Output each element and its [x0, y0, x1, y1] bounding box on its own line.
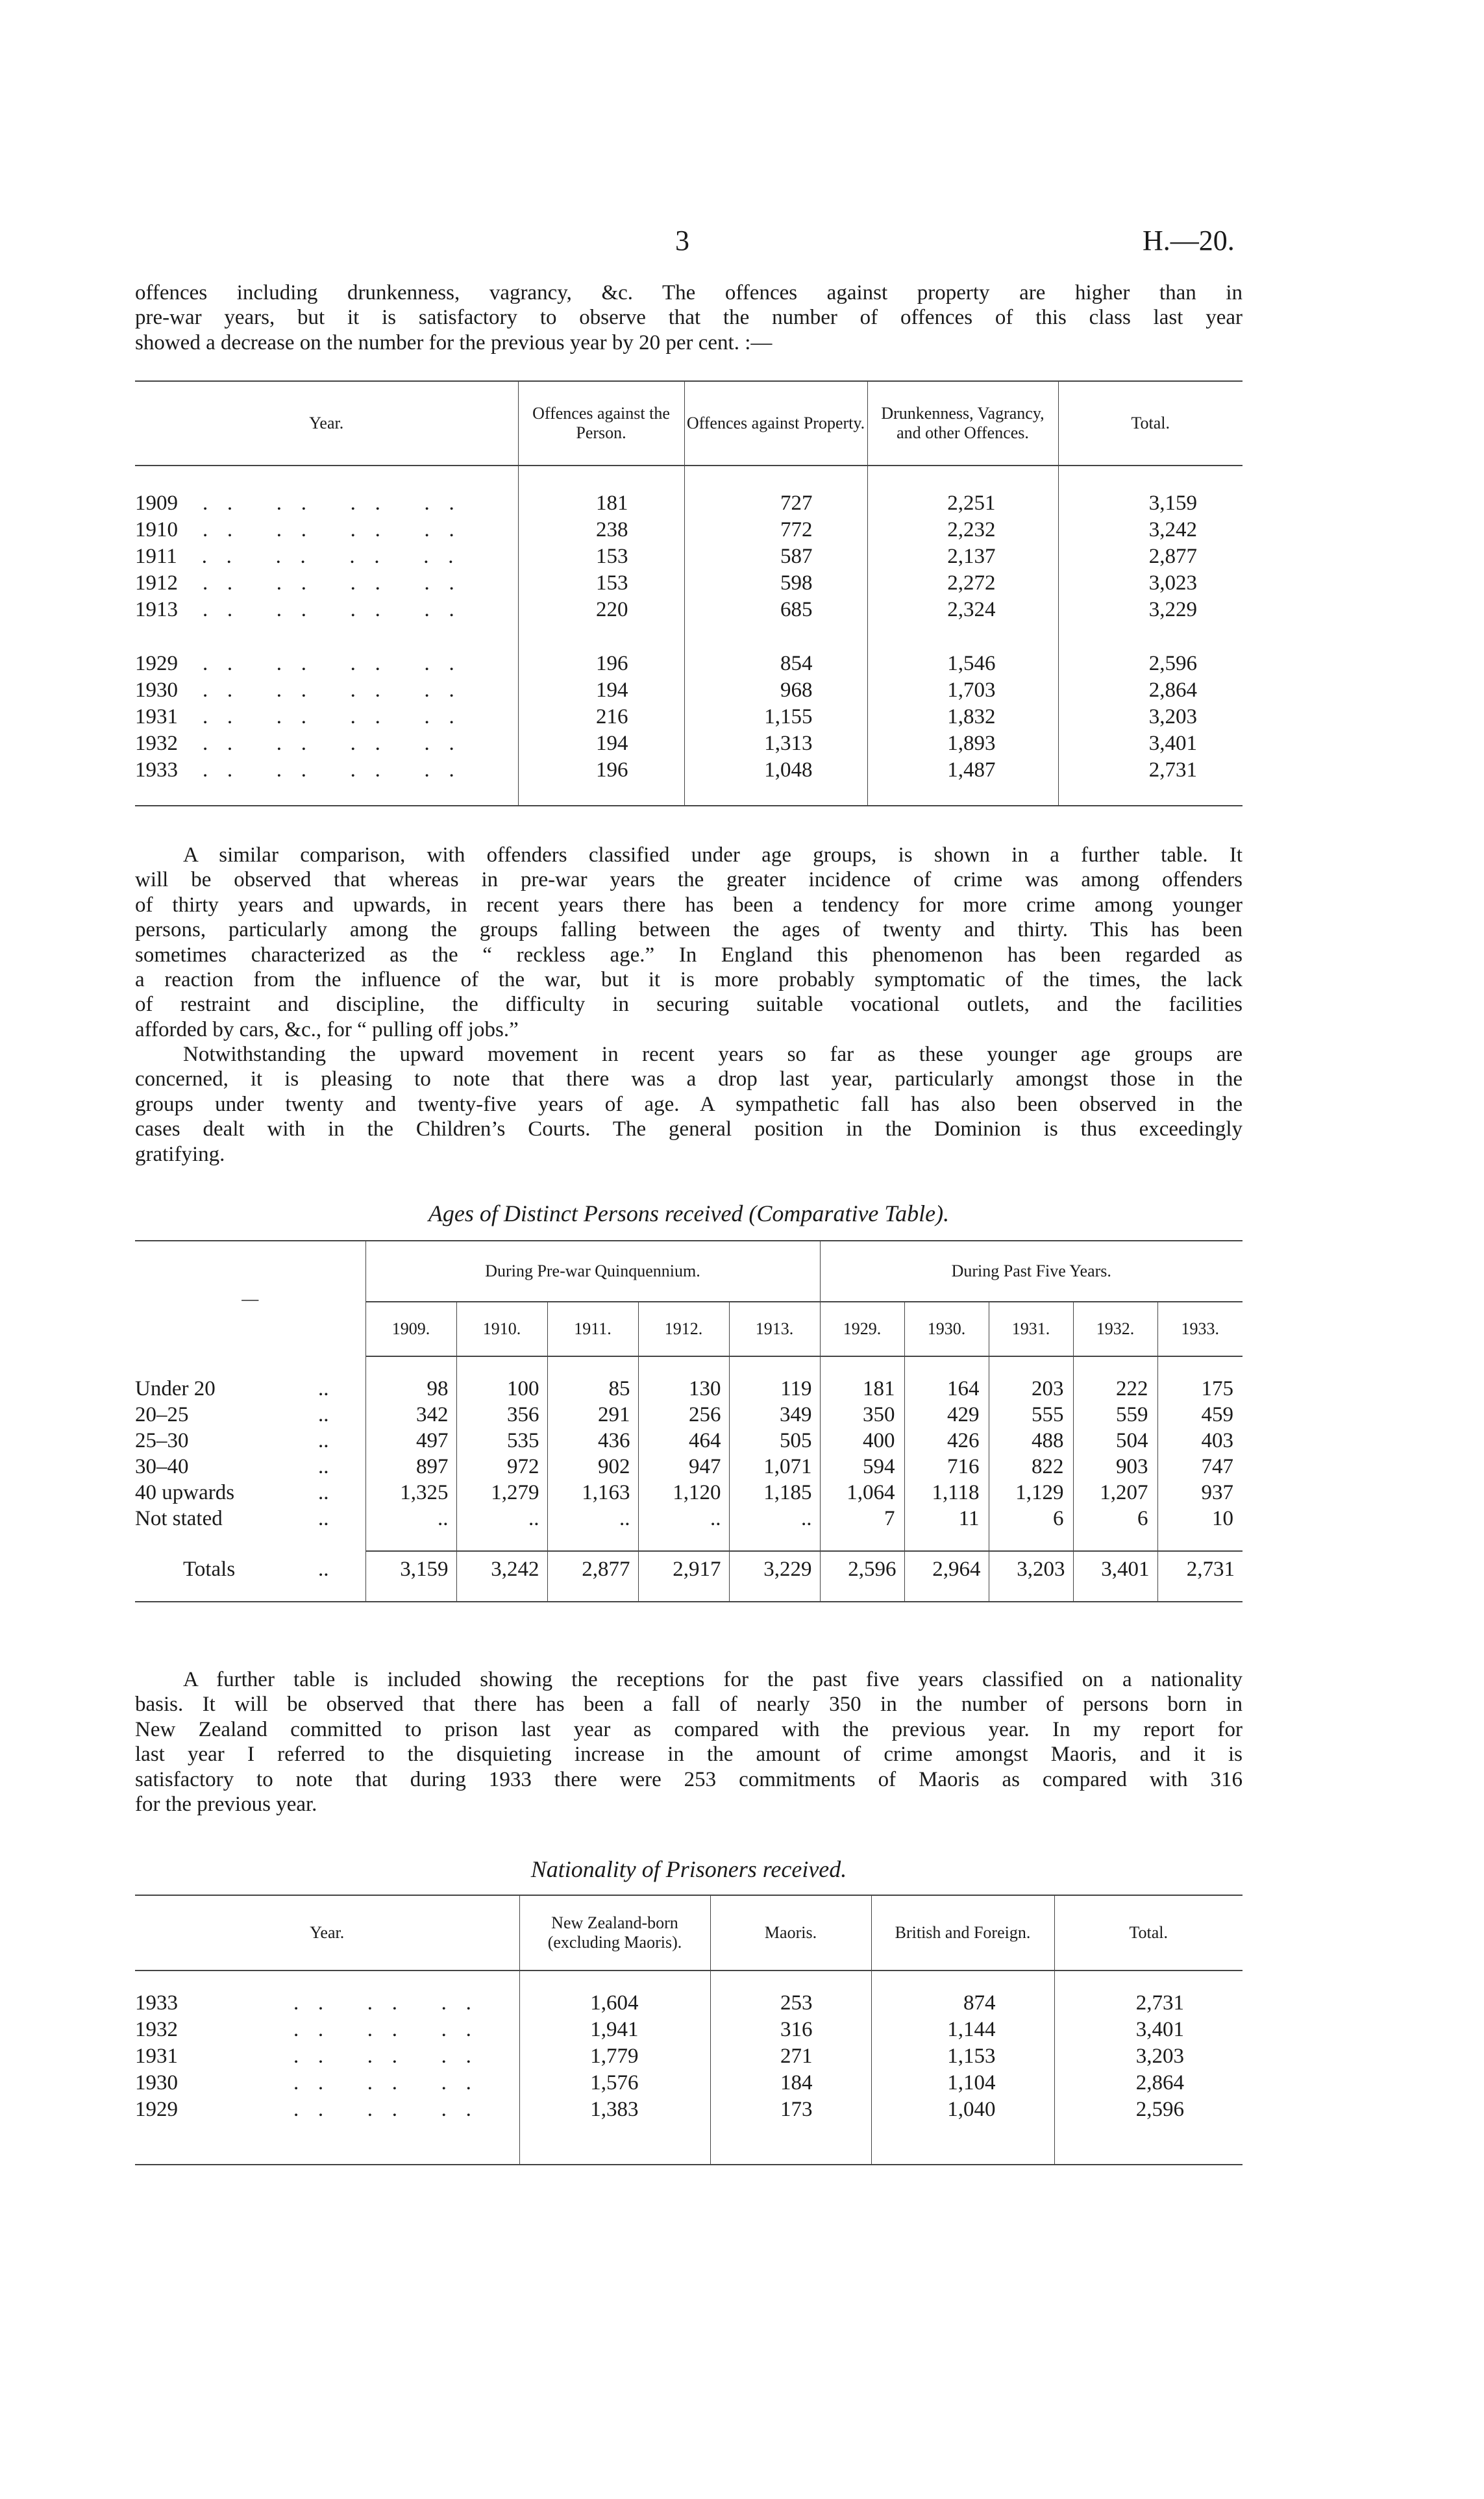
row-year: 1929: [135, 2098, 178, 2121]
year-header: 1929.: [820, 1302, 904, 1356]
age-value: 426: [904, 1428, 989, 1454]
offences-table: [135, 380, 1243, 806]
age-value: 6: [989, 1506, 1073, 1532]
age-value: 897: [365, 1454, 456, 1480]
text-line: gratifying.: [135, 1142, 225, 1166]
text-line: groups under twenty and twenty-five years of age. A sympathetic fall has also been observed in the: [135, 1092, 1243, 1116]
year-header: 1912.: [638, 1302, 729, 1356]
age-value: 130: [638, 1376, 729, 1402]
text-line: a reaction from the influence of the war, but it is more probably symptomatic of the times, the lack: [135, 968, 1243, 992]
text-line: will be observed that whereas in pre-war years the greater incidence of crime was among offenders: [135, 868, 1243, 892]
row-year-cell: [135, 2096, 519, 2123]
year-header: 1931.: [989, 1302, 1073, 1356]
table-row: [135, 1454, 1243, 1480]
age-value: 400: [820, 1428, 904, 1454]
cell-total: 2,877: [1058, 543, 1243, 570]
document-code: H.—20.: [1143, 225, 1235, 256]
cell-british: 1,104: [871, 2070, 1054, 2096]
total-value: 2,731: [1157, 1551, 1243, 1587]
cell-maori: 316: [710, 2017, 871, 2043]
leader-dots: .. .. .. ..: [178, 598, 474, 621]
text-line: concerned, it is pleasing to note that there was a drop last year, particularly amongst those in the: [135, 1067, 1243, 1091]
cell-total: 2,596: [1058, 651, 1243, 677]
row-year: 1913: [135, 598, 178, 621]
age-value: 1,120: [638, 1480, 729, 1506]
row-year-cell: [135, 2017, 519, 2043]
notwithstanding-paragraph: [135, 1042, 1243, 1167]
row-year: 1909: [135, 491, 178, 515]
age-value: 11: [904, 1506, 989, 1532]
age-value: ..: [456, 1506, 547, 1532]
total-value: 2,917: [638, 1551, 729, 1587]
age-group-label: 40 upwards: [135, 1480, 235, 1504]
year-header: 1911.: [547, 1302, 638, 1356]
age-group-label: Not stated: [135, 1506, 223, 1530]
cell-british: 1,144: [871, 2017, 1054, 2043]
text-line: sometimes characterized as the “ reckless age.” In England this phenomenon has been regarded as: [135, 943, 1243, 967]
text-line: cases dealt with in the Children’s Courts. The general position in the Dominion is thus exceedingly: [135, 1117, 1243, 1141]
cell-british: 1,153: [871, 2043, 1054, 2070]
row-year: 1910: [135, 518, 178, 541]
age-value: 203: [989, 1376, 1073, 1402]
total-value: 3,159: [365, 1551, 456, 1587]
leader-dots: .. .. .. ..: [178, 678, 474, 702]
cell-total: 2,731: [1058, 757, 1243, 784]
age-value: 822: [989, 1454, 1073, 1480]
cell-total: 3,401: [1054, 2017, 1243, 2043]
age-value: 1,207: [1073, 1480, 1157, 1506]
row-year: 1932: [135, 732, 178, 755]
table-row: [135, 570, 1243, 597]
nationality-table: [135, 1895, 1243, 2165]
row-year-cell: [135, 2070, 519, 2096]
cell-property: 1,313: [684, 730, 867, 757]
cell-drunk: 1,832: [867, 704, 1058, 730]
totals-label: Totals: [183, 1557, 236, 1581]
total-value: 3,229: [729, 1551, 820, 1587]
age-value: 1,279: [456, 1480, 547, 1506]
age-value: 342: [365, 1402, 456, 1428]
row-year: 1933: [135, 1991, 178, 2015]
cell-drunk: 2,272: [867, 570, 1058, 597]
age-value: 164: [904, 1376, 989, 1402]
cell-person: 194: [518, 730, 684, 757]
age-value: 972: [456, 1454, 547, 1480]
age-value: 429: [904, 1402, 989, 1428]
age-value: 256: [638, 1402, 729, 1428]
age-value: 7: [820, 1506, 904, 1532]
age-value: 937: [1157, 1480, 1243, 1506]
age-group-label: 25–30: [135, 1428, 189, 1452]
cell-drunk: 1,546: [867, 651, 1058, 677]
row-year-cell: [135, 730, 518, 757]
age-value: 85: [547, 1376, 638, 1402]
leader-dots: ..: [318, 1557, 329, 1581]
leader-dots: .. .. ..: [269, 2018, 491, 2041]
leader-dots: ..: [318, 1506, 329, 1530]
cell-property: 727: [684, 490, 867, 517]
text-line: pre-war years, but it is satisfactory to observe that the number of offences of this class last year: [135, 306, 1243, 330]
age-value: 747: [1157, 1454, 1243, 1480]
ages-table-caption: Ages of Distinct Persons received (Comparative Table).: [428, 1200, 950, 1226]
age-group-label: 30–40: [135, 1454, 189, 1478]
row-year: 1930: [135, 678, 178, 702]
cell-drunk: 2,232: [867, 517, 1058, 543]
row-year-cell: [135, 677, 518, 704]
table-row: [135, 757, 1243, 784]
nationality-table-caption: Nationality of Prisoners received.: [530, 1856, 847, 1882]
row-year-cell: [135, 597, 518, 623]
age-value: 350: [820, 1402, 904, 1428]
cell-total: 3,023: [1058, 570, 1243, 597]
table-row: [135, 597, 1243, 623]
cell-person: 216: [518, 704, 684, 730]
year-header: 1910.: [456, 1302, 547, 1356]
header-british-foreign: British and Foreign.: [871, 1895, 1054, 1971]
leader-dots: .. .. .. ..: [178, 571, 474, 595]
leader-dots: .. .. .. ..: [178, 732, 474, 755]
cell-total: 3,229: [1058, 597, 1243, 623]
table-row: [135, 1506, 1243, 1532]
row-year-cell: [135, 2043, 519, 2070]
row-year-cell: [135, 1990, 519, 2017]
age-value: 505: [729, 1428, 820, 1454]
cell-nz: 1,941: [519, 2017, 710, 2043]
header-total: Total.: [1054, 1895, 1243, 1971]
header-recent: During Past Five Years.: [820, 1241, 1243, 1302]
cell-nz: 1,576: [519, 2070, 710, 2096]
age-value: 488: [989, 1428, 1073, 1454]
nationality-paragraph: [135, 1667, 1243, 1817]
cell-drunk: 2,251: [867, 490, 1058, 517]
row-year: 1932: [135, 2018, 178, 2041]
cell-drunk: 2,324: [867, 597, 1058, 623]
leader-dots: .. .. .. ..: [178, 518, 474, 541]
age-group-cell: [135, 1402, 365, 1428]
header-offences-property: Offences against Property.: [684, 381, 867, 466]
age-value: 555: [989, 1402, 1073, 1428]
table-row: [135, 1428, 1243, 1454]
age-value: 1,325: [365, 1480, 456, 1506]
age-value: 222: [1073, 1376, 1157, 1402]
cell-total: 3,401: [1058, 730, 1243, 757]
cell-person: 153: [518, 543, 684, 570]
table-row: [135, 2043, 1243, 2070]
cell-british: 1,040: [871, 2096, 1054, 2123]
row-year-cell: [135, 517, 518, 543]
row-year: 1912: [135, 571, 178, 595]
table-row: [135, 2070, 1243, 2096]
leader-dots: ..: [318, 1428, 329, 1452]
text-line: for the previous year.: [135, 1793, 317, 1817]
text-line: A similar comparison, with offenders classified under age groups, is shown in a further table. It: [183, 843, 1243, 867]
row-year: 1931: [135, 705, 178, 728]
table-row: [135, 704, 1243, 730]
table-row: [135, 730, 1243, 757]
cell-drunk: 2,137: [867, 543, 1058, 570]
text-line: afforded by cars, &c., for “ pulling off jobs.”: [135, 1017, 519, 1041]
age-value: 1,163: [547, 1480, 638, 1506]
cell-maori: 271: [710, 2043, 871, 2070]
age-value: ..: [365, 1506, 456, 1532]
age-group-cell: [135, 1376, 365, 1402]
page-number: 3: [675, 225, 689, 256]
cell-property: 772: [684, 517, 867, 543]
header-prewar: During Pre-war Quinquennium.: [365, 1241, 820, 1302]
age-value: 1,064: [820, 1480, 904, 1506]
header-drunkenness: Drunkenness, Vagrancy, and other Offences.: [867, 381, 1058, 466]
leader-dots: .. .. ..: [269, 2071, 491, 2095]
leader-dots: .. .. .. ..: [178, 758, 474, 782]
cell-drunk: 1,487: [867, 757, 1058, 784]
text-line: basis. It will be observed that there has been a fall of nearly 350 in the number of persons born in: [135, 1693, 1243, 1717]
cell-total: 3,242: [1058, 517, 1243, 543]
age-value: 291: [547, 1402, 638, 1428]
header-age-blank: —: [135, 1241, 365, 1356]
age-value: 902: [547, 1454, 638, 1480]
row-year: 1933: [135, 758, 178, 782]
year-header: 1909.: [365, 1302, 456, 1356]
cell-nz: 1,604: [519, 1990, 710, 2017]
total-value: 2,596: [820, 1551, 904, 1587]
table-row: [135, 2017, 1243, 2043]
age-value: 947: [638, 1454, 729, 1480]
cell-property: 968: [684, 677, 867, 704]
cell-person: 238: [518, 517, 684, 543]
leader-dots: .. .. ..: [269, 1991, 491, 2015]
age-value: 1,118: [904, 1480, 989, 1506]
row-year-cell: [135, 651, 518, 677]
cell-property: 685: [684, 597, 867, 623]
cell-drunk: 1,893: [867, 730, 1058, 757]
cell-person: 194: [518, 677, 684, 704]
age-value: 504: [1073, 1428, 1157, 1454]
age-value: 6: [1073, 1506, 1157, 1532]
cell-property: 1,155: [684, 704, 867, 730]
cell-nz: 1,779: [519, 2043, 710, 2070]
header-maoris: Maoris.: [710, 1895, 871, 1971]
cell-total: 3,159: [1058, 490, 1243, 517]
row-year: 1931: [135, 2045, 178, 2068]
age-value: 356: [456, 1402, 547, 1428]
table-row: [135, 517, 1243, 543]
text-line: New Zealand committed to prison last year as compared with the previous year. In my report for: [135, 1717, 1243, 1741]
text-line: persons, particularly among the groups falling between the ages of twenty and thirty. This has been: [135, 918, 1243, 942]
age-value: 594: [820, 1454, 904, 1480]
cell-total: 2,864: [1058, 677, 1243, 704]
table-row: [135, 677, 1243, 704]
leader-dots: .. .. .. ..: [178, 491, 474, 515]
age-value: 349: [729, 1402, 820, 1428]
leader-dots: ..: [318, 1376, 329, 1400]
table-row: [135, 2096, 1243, 2123]
total-value: 3,401: [1073, 1551, 1157, 1587]
cell-maori: 184: [710, 2070, 871, 2096]
cell-british: 874: [871, 1990, 1054, 2017]
table-row: [135, 1480, 1243, 1506]
total-value: 2,964: [904, 1551, 989, 1587]
age-group-cell: [135, 1506, 365, 1532]
text-line: Notwithstanding the upward movement in recent years so far as these younger age groups are: [183, 1043, 1243, 1066]
header-total: Total.: [1058, 381, 1243, 466]
age-value: 459: [1157, 1402, 1243, 1428]
text-line: showed a decrease on the number for the previous year by 20 per cent. :—: [135, 330, 773, 354]
cell-total: 3,203: [1054, 2043, 1243, 2070]
cell-total: 2,731: [1054, 1990, 1243, 2017]
cell-property: 854: [684, 651, 867, 677]
row-year-cell: [135, 490, 518, 517]
text-line: of restraint and discipline, the difficulty in securing suitable vocational outlets, and the facilities: [135, 993, 1243, 1017]
cell-property: 587: [684, 543, 867, 570]
age-value: 98: [365, 1376, 456, 1402]
cell-person: 220: [518, 597, 684, 623]
leader-dots: .. .. ..: [269, 2098, 491, 2121]
table-row: [135, 1402, 1243, 1428]
cell-maori: 173: [710, 2096, 871, 2123]
age-group-cell: [135, 1454, 365, 1480]
cell-nz: 1,383: [519, 2096, 710, 2123]
leader-dots: ..: [318, 1454, 329, 1478]
cell-person: 181: [518, 490, 684, 517]
age-value: ..: [547, 1506, 638, 1532]
age-group-cell: [135, 1428, 365, 1454]
row-year-cell: [135, 570, 518, 597]
age-value: ..: [729, 1506, 820, 1532]
table-row: [135, 490, 1243, 517]
table-row: [135, 1990, 1243, 2017]
leader-dots: .. .. .. ..: [178, 705, 474, 728]
text-line: last year I referred to the disquieting increase in the amount of crime amongst Maoris, and it is: [135, 1743, 1243, 1767]
table-row: [135, 651, 1243, 677]
row-year: 1930: [135, 2071, 178, 2095]
text-line: satisfactory to note that during 1933 there were 253 commitments of Maoris as compared with 316: [135, 1767, 1243, 1791]
age-value: ..: [638, 1506, 729, 1532]
age-value: 497: [365, 1428, 456, 1454]
ages-table: [135, 1240, 1243, 1602]
age-value: 10: [1157, 1506, 1243, 1532]
cell-property: 598: [684, 570, 867, 597]
row-year: 1929: [135, 652, 178, 675]
header-offences-person: Offences against the Person.: [518, 381, 684, 466]
cell-total: 3,203: [1058, 704, 1243, 730]
cell-drunk: 1,703: [867, 677, 1058, 704]
age-value: 1,071: [729, 1454, 820, 1480]
age-value: 903: [1073, 1454, 1157, 1480]
year-header: 1933.: [1157, 1302, 1243, 1356]
age-value: 716: [904, 1454, 989, 1480]
age-group-cell: [135, 1480, 365, 1506]
header-year: Year.: [135, 381, 518, 466]
row-year-cell: [135, 757, 518, 784]
table-row: [135, 543, 1243, 570]
cell-maori: 253: [710, 1990, 871, 2017]
age-value: 403: [1157, 1428, 1243, 1454]
age-comparison-paragraph: [135, 843, 1243, 1042]
age-value: 535: [456, 1428, 547, 1454]
row-year: 1911: [135, 545, 177, 568]
age-value: 181: [820, 1376, 904, 1402]
age-value: 436: [547, 1428, 638, 1454]
leader-dots: .. .. .. ..: [177, 545, 473, 568]
year-header: 1932.: [1073, 1302, 1157, 1356]
leader-dots: ..: [318, 1480, 329, 1504]
age-value: 119: [729, 1376, 820, 1402]
leader-dots: .. .. ..: [269, 2045, 491, 2068]
age-value: 100: [456, 1376, 547, 1402]
table-row: [135, 1376, 1243, 1402]
age-value: 464: [638, 1428, 729, 1454]
text-line: offences including drunkenness, vagrancy, &c. The offences against property are higher than in: [135, 281, 1243, 305]
age-value: 175: [1157, 1376, 1243, 1402]
age-value: 559: [1073, 1402, 1157, 1428]
text-line: of thirty years and upwards, in recent years there has been a tendency for more crime among younger: [135, 893, 1243, 917]
leader-dots: ..: [318, 1402, 329, 1426]
age-value: 1,129: [989, 1480, 1073, 1506]
row-year-cell: [135, 543, 518, 570]
cell-person: 153: [518, 570, 684, 597]
age-group-label: Under 20: [135, 1376, 216, 1400]
totals-cell: [135, 1551, 365, 1587]
text-line: A further table is included showing the receptions for the past five years classified on a nationality: [183, 1668, 1243, 1691]
cell-person: 196: [518, 651, 684, 677]
age-group-label: 20–25: [135, 1402, 189, 1426]
cell-total: 2,596: [1054, 2096, 1243, 2123]
row-year-cell: [135, 704, 518, 730]
cell-person: 196: [518, 757, 684, 784]
total-value: 3,203: [989, 1551, 1073, 1587]
total-value: 2,877: [547, 1551, 638, 1587]
header-year: Year.: [135, 1895, 519, 1971]
cell-total: 2,864: [1054, 2070, 1243, 2096]
total-value: 3,242: [456, 1551, 547, 1587]
intro-paragraph: [135, 280, 1243, 355]
cell-property: 1,048: [684, 757, 867, 784]
year-header: 1913.: [729, 1302, 820, 1356]
totals-row: [135, 1551, 1243, 1587]
header-nz-born: New Zealand-born (excluding Maoris).: [519, 1895, 710, 1971]
leader-dots: .. .. .. ..: [178, 652, 474, 675]
year-header: 1930.: [904, 1302, 989, 1356]
age-value: 1,185: [729, 1480, 820, 1506]
